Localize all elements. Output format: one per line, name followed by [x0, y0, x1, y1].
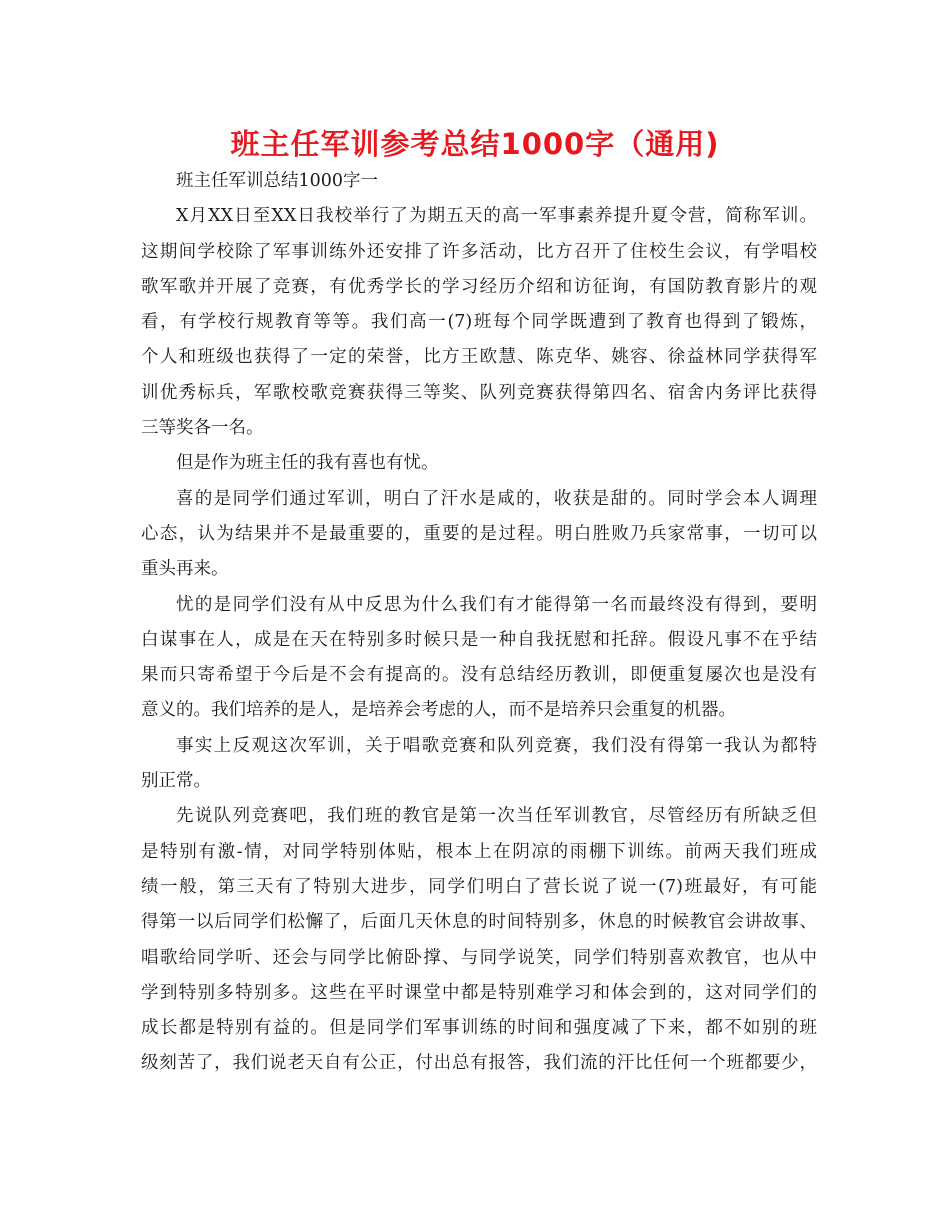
text-line: 级刻苦了，我们说老天自有公正，付出总有报答，我们流的汗比任何一个班都要少，: [141, 1053, 817, 1074]
text-line: 心态，认为结果并不是最重要的，重要的是过程。明白胜败乃兵家常事，一切可以: [141, 523, 817, 544]
text-line: 训优秀标兵，军歌校歌竞赛获得三等奖、队列竞赛获得第四名、宿舍内务评比获得: [141, 382, 817, 403]
text-line: 看，有学校行规教育等等。我们高一(7)班每个同学既遭到了教育也得到了锻炼，: [141, 312, 817, 333]
text-line: 果而只寄希望于今后是不会有提高的。没有总结经历教训，即便重复屡次也是没有: [141, 665, 817, 686]
text-line: X月XX日至XX日我校举行了为期五天的高一军事素养提升夏令营，简称军训。: [176, 206, 817, 227]
text-line: 是特别有激-情，对同学特别体贴，根本上在阴凉的雨棚下训练。前两天我们班成: [141, 841, 817, 862]
text-line: 唱歌给同学听、还会与同学比俯卧撑、与同学说笑，同学们特别喜欢教官，也从中: [141, 947, 817, 968]
text-line: 成长都是特别有益的。但是同学们军事训练的时间和强度减了下来，都不如别的班: [141, 1018, 817, 1039]
text-line: 意义的。我们培养的是人，是培养会考虑的人，而不是培养只会重复的机器。: [141, 700, 736, 721]
text-line: 个人和班级也获得了一定的荣誉，比方王欧慧、陈克华、姚容、徐益林同学获得军: [141, 347, 817, 368]
text-line: 绩一般，第三天有了特别大进步，同学们明白了营长说了说一(7)班最好，有可能: [141, 876, 817, 897]
text-line: 学到特别多特别多。这些在平时课堂中都是特别难学习和体会到的，这对同学们的: [141, 982, 817, 1003]
text-line: 得第一以后同学们松懈了，后面几天休息的时间特别多，休息的时候教官会讲故事、: [141, 912, 817, 933]
text-line: 白谋事在人，成是在天在特别多时候只是一种自我抚慰和托辞。假设凡事不在乎结: [141, 629, 817, 650]
document-title: 班主任军训参考总结1000字（通用): [230, 127, 720, 161]
text-line: 喜的是同学们通过军训，明白了汗水是咸的，收获是甜的。同时学会本人调理: [176, 488, 817, 509]
text-line: 事实上反观这次军训，关于唱歌竞赛和队列竞赛，我们没有得第一我认为都特: [176, 735, 817, 756]
text-line: 但是作为班主任的我有喜也有忧。: [176, 453, 439, 474]
text-line: 三等奖各一名。: [141, 418, 264, 439]
text-line: 歌军歌并开展了竞赛，有优秀学长的学习经历介绍和访征询，有国防教育影片的观: [141, 276, 817, 297]
text-line: 别正常。: [141, 771, 211, 792]
text-line: 重头再来。: [141, 559, 229, 580]
text-line: 先说队列竞赛吧，我们班的教官是第一次当任军训教官，尽管经历有所缺乏但: [176, 806, 817, 827]
text-line: 忧的是同学们没有从中反思为什么我们有才能得第一名而最终没有得到，要明: [176, 594, 817, 615]
text-line: 这期间学校除了军事训练外还安排了许多活动，比方召开了住校生会议，有学唱校: [141, 241, 817, 262]
text-line: 班主任军训总结1000字一: [176, 171, 379, 191]
document-body: [141, 164, 817, 1082]
